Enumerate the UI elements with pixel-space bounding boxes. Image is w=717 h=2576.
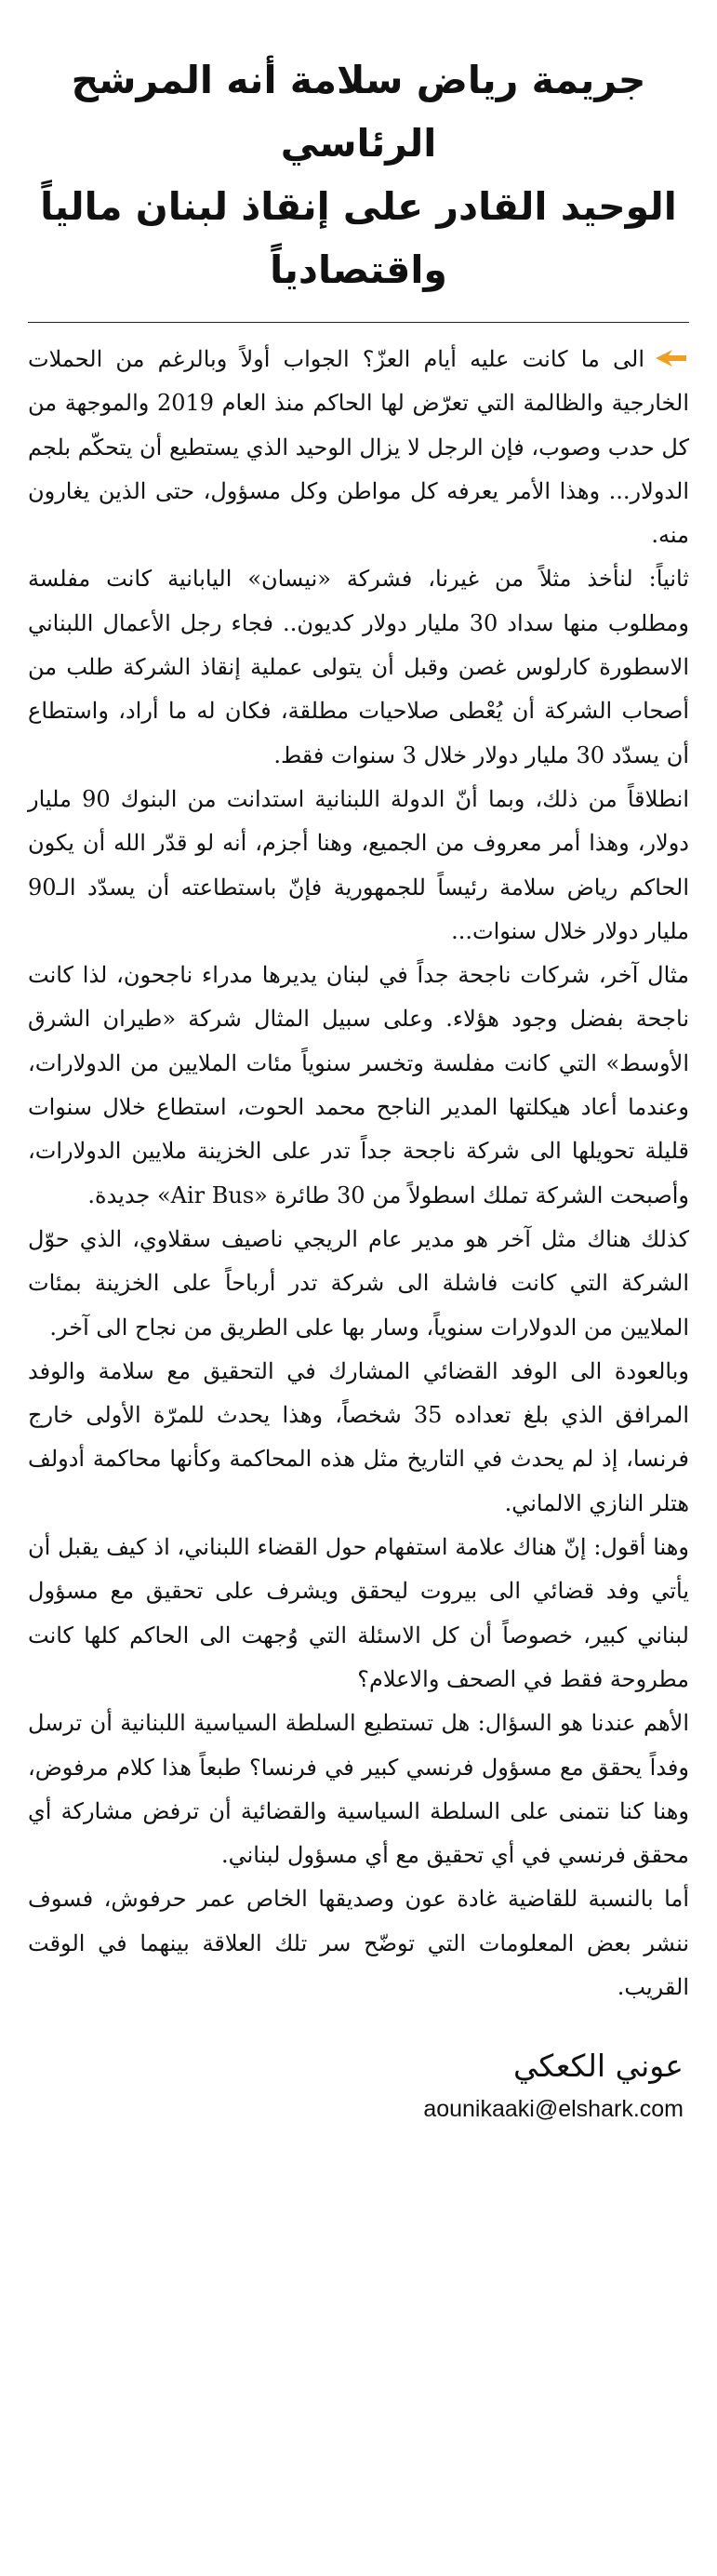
headline-line-2: الوحيد القادر على إنقاذ لبنان مالياً واقتصادياً — [40, 184, 677, 292]
article-paragraph-2: ثانياً: لنأخذ مثلاً من غيرنا، فشركة «نيسان» اليابانية كانت مفلسة ومطلوب منها سداد 30 مليار دولار كديون.. فجاء رجل الأعمال اللبناني الاسطورة كارلوس غصن وقبل أن يتولى عملية إنقاذ الشركة طلب من أصحاب الشركة أن يُعْطى صلاحيات مطلقة، فكان له ما أراد، واستطاع أن يسدّد 30 مليار دولار خلال 3 سنوات فقط. — [28, 566, 689, 768]
article-paragraph-8: الأهم عندنا هو السؤال: هل تستطيع السلطة السياسية اللبنانية أن ترسل وفداً يحقق مع مسؤول فرنسي كبير في فرنسا؟ طبعاً هذا كلام مرفوض، وهنا كنا نتمنى على السلطة السياسية والقضائية أن ترفض مشاركة أي محقق فرنسي في أي تحقيق مع أي مسؤول لبناني. — [28, 1710, 689, 1869]
article-paragraph-6: وبالعودة الى الوفد القضائي المشارك في التحقيق مع سلامة والوفد المرافق الذي بلغ تعداده 35 شخصاً، وهذا يحدث للمرّة الأولى خارج فرنسا، إذ لم يحدث في التاريخ مثل هذه المحاكمة وكأنها محاكمة أدولف هتلر النازي الالماني. — [28, 1357, 689, 1516]
article-paragraph-4: مثال آخر، شركات ناجحة جداً في لبنان يديرها مدراء ناجحون، لذا كانت ناجحة بفضل وجود هؤلاء. وعلى سبيل المثال شركة «طيران الشرق الأوسط» التي كانت مفلسة وتخسر سنوياً مئات الملايين من الدولارات، وعندما أعاد هيكلتها المدير الناجح محمد الحوت، استطاع خلال سنوات قليلة تحويلها الى شركة ناجحة جداً تدر على الخزينة ملايين الدولارات، وأصبحت الشركة تملك اسطولاً من 30 طائرة «Air Bus» جديدة. — [28, 962, 689, 1208]
arrow-shape — [656, 350, 686, 367]
article-body — [28, 338, 689, 2009]
author-email[interactable]: aounikaaki@elshark.com — [423, 2096, 684, 2123]
article-paragraph-3: انطلاقاً من ذلك، وبما أنّ الدولة اللبنانية استدانت من البنوك 90 مليار دولار، وهذا أمر معروف من الجميع، وهنا أجزم، أنه لو قدّر الله أن يكون الحاكم رياض سلامة رئيساً للجمهورية فإنّ باستطاعته أن يسدّد الـ90 مليار دولار خلال سنوات... — [28, 785, 690, 944]
headline-divider — [28, 322, 689, 323]
article-paragraph-1 — [28, 338, 689, 557]
continuation-arrow-icon — [654, 347, 689, 369]
article-paragraph-5: كذلك هناك مثل آخر هو مدير عام الريجي ناصيف سقلاوي، الذي حوّل الشركة التي كانت فاشلة الى شركة تدر أرباحاً على الخزينة بمئات الملايين من الدولارات سنوياً، وسار بها على الطريق من نجاح الى آخر. — [28, 1225, 689, 1341]
author-name: عوني الكعكي — [512, 2048, 684, 2085]
headline-line-1: جريمة رياض سلامة أنه المرشح الرئاسي — [71, 58, 646, 166]
article-headline — [28, 48, 689, 301]
article-paragraph-7: وهنا أقول: إنّ هناك علامة استفهام حول القضاء اللبناني، اذ كيف يقبل أن يأتي وفد قضائي الى بيروت ليحقق ويشرف على تحقيق مع مسؤول لبناني كبير، خصوصاً أن كل الاسئلة التي وُجهت الى الحاكم كلها كانت مطروحة فقط في الصحف والاعلام؟ — [28, 1534, 689, 1692]
article-paragraph-9: أما بالنسبة للقاضية غادة عون وصديقها الخاص عمر حرفوش، فسوف ننشر بعض المعلومات التي توضّح سر تلك العلاقة بينهما في الوقت القريب. — [28, 1886, 689, 2000]
paragraph-1-text: الى ما كانت عليه أيام العزّ؟ الجواب أولاً وبالرغم من الحملات الخارجية والظالمة التي تعرّض لها الحاكم منذ العام 2019 والموجهة من كل حدب وصوب، فإن الرجل لا يزال الوحيد الذي يستطيع أن يتحكّم بلجم الدولار... وهذا الأمر يعرفه كل مواطن وكل مسؤول، حتى الذين يغارون منه. — [28, 346, 690, 549]
